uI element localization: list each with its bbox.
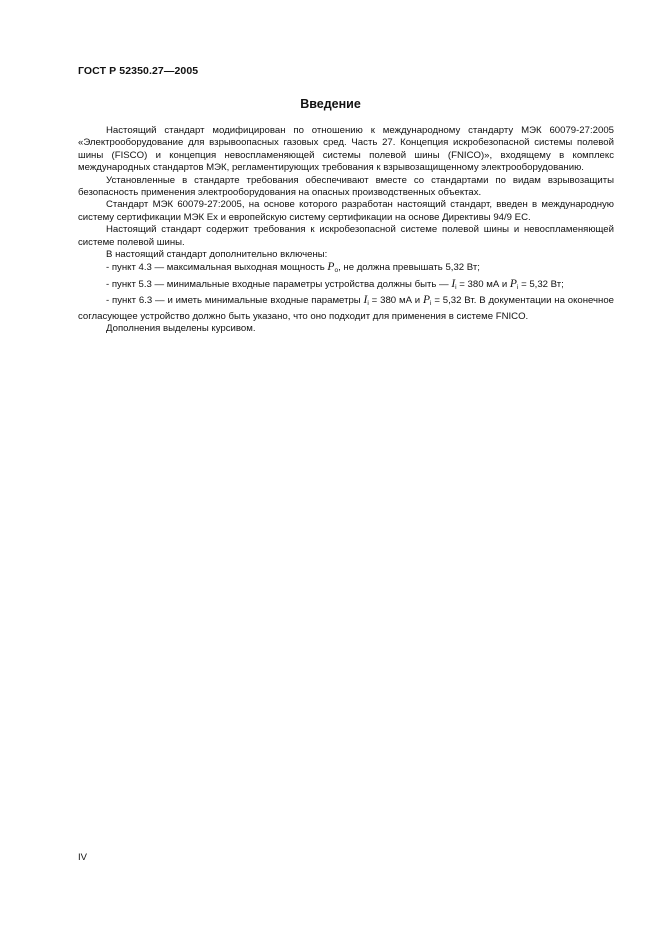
current-subscript: i xyxy=(367,300,369,308)
paragraph-requirements: Установленные в стандарте требования обеспечивают вместе со стандартами по видам взрывозащиты безопасность применения электрооборудования на опасных производственных объектах. xyxy=(78,174,614,199)
section-title: Введение xyxy=(300,97,361,111)
paragraph-item-4-3 xyxy=(78,261,614,277)
current-symbol: I xyxy=(451,277,456,290)
item-5-3-text-before: - пункт 5.3 — минимальные входные параметры устройства должны быть — xyxy=(106,278,452,290)
item-4-3-text-before: - пункт 4.3 — максимальная выходная мощность xyxy=(106,262,328,274)
item-6-3-text-mid: = 380 мА и xyxy=(368,295,424,307)
item-6-3-text-before: - пункт 6.3 — и иметь минимальные входные параметры xyxy=(106,295,364,307)
item-6-3-text-after: = 5,32 Вт. В документации на оконечное согласующее устройство должно быть указано, что оно подходит для применения в системе FNICO. xyxy=(78,295,615,322)
paragraph-iec-standard: Стандарт МЭК 60079-27:2005, на основе которого разработан настоящий стандарт, введен в международную систему сертификации МЭК Ех и европейскую систему сертификации на основе Директивы 94/9 ЕС. xyxy=(78,199,614,223)
page-number: IV xyxy=(78,852,87,863)
paragraph-item-5-3 xyxy=(78,278,614,294)
item-4-3-text-after: , не должна превышать 5,32 Вт; xyxy=(338,262,480,274)
power-subscript: i xyxy=(516,283,519,291)
power-symbol: P xyxy=(509,277,517,290)
power-symbol: P xyxy=(327,261,335,274)
current-subscript: i xyxy=(455,283,457,291)
item-5-3-text-after: = 5,32 Вт; xyxy=(518,278,564,290)
paragraph-italics-note: Дополнения выделены курсивом. xyxy=(106,323,256,335)
document-number-header: ГОСТ Р 52350.27—2005 xyxy=(78,65,199,77)
power-subscript: i xyxy=(430,300,432,308)
power-symbol: P xyxy=(423,294,431,307)
power-subscript: o xyxy=(334,267,339,275)
current-symbol: I xyxy=(363,294,368,307)
paragraph-modification: Настоящий стандарт модифицирован по отношению к международному стандарту МЭК 60079-27:2005 «Электрооборудование для взрывоопасных газовых сред. Часть 27. Концепция искробезопасной системы полевой шины (FISCO) и концепция невоспламеняющей системы полевой шины (FNICO)», входящему в комплекс международных стандартов МЭК, регламентирующих требования к взрывозащищенному электрооборудованию. xyxy=(78,125,614,174)
document-body xyxy=(78,125,614,336)
paragraph-scope: Настоящий стандарт содержит требования к искробезопасной системе полевой шины и невоспламеняющей системе полевой шины. xyxy=(78,224,614,248)
paragraph-additions-intro: В настоящий стандарт дополнительно включены: xyxy=(106,249,328,261)
item-5-3-text-mid: = 380 мА и xyxy=(456,278,510,290)
paragraph-item-6-3 xyxy=(78,294,614,323)
